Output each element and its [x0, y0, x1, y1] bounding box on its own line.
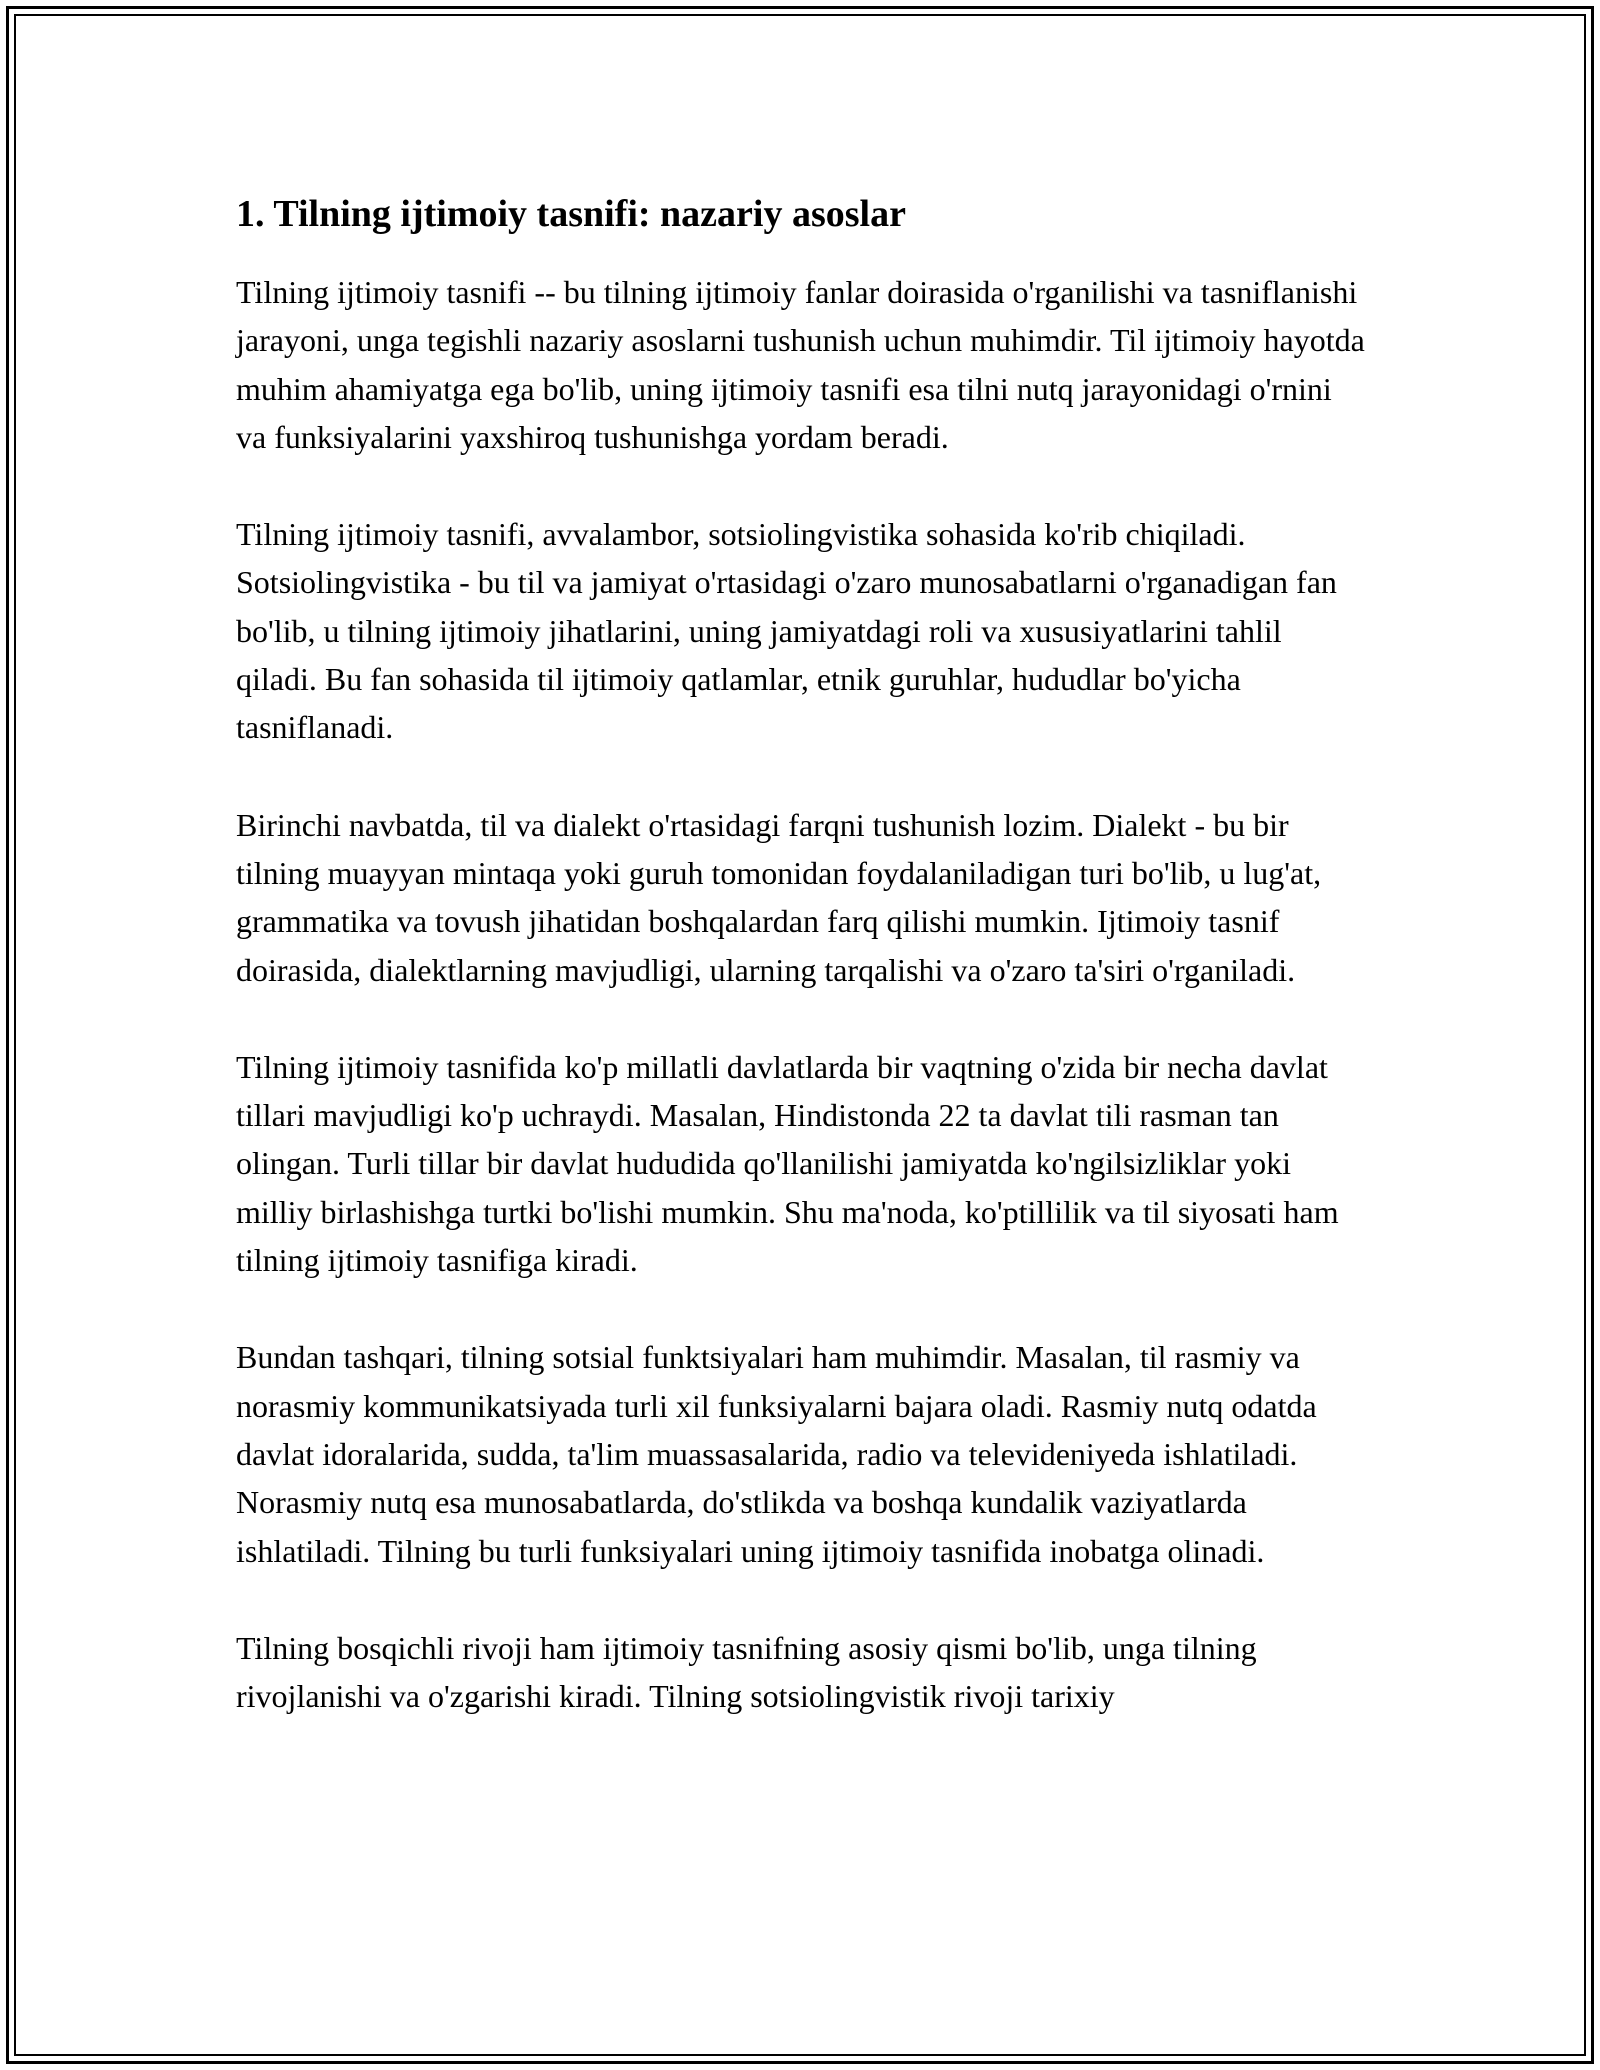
paragraph-4: Tilning ijtimoiy tasnifida ko'p millatli davlatlarda bir vaqtning o'zida bir necha davlat tillari mavjudligi ko'p uchraydi. Masalan, Hindistonda 22 ta davlat tili rasman tan olingan. Turli tillar bir davlat hududida qo'llanilishi jamiyatda ko'ngilsizliklar yoki milliy birlashishga turtki bo'lishi mumkin. Shu ma'noda, ko'ptillilik va til siyosati ham tilning ijtimoiy tasnifiga kiradi.	[236, 1048, 1339, 1279]
paragraph-2: Tilning ijtimoiy tasnifi, avvalambor, sotsiolingvistika sohasida ko'rib chiqiladi. Sotsiolingvistika - bu til va jamiyat o'rtasidagi o'zaro munosabatlarni o'rganadigan fan bo'lib, u tilning ijtimoiy jihatlarini, uning jamiyatdagi roli va xususiyatlarini tahlil qiladi. Bu fan sohasida til ijtimoiy qatlamlar, etnik guruhlar, hududlar bo'yicha tasniflanadi.	[236, 516, 1337, 746]
paragraph-5: Bundan tashqari, tilning sotsial funktsiyalari ham muhimdir. Masalan, til rasmiy va norasmiy kommunikatsiyada turli xil funksiyalarni bajara oladi. Rasmiy nutq odatda davlat idoralarida, sudda, ta'lim muassasalarida, radio va televideniyeda ishlatiladi. Norasmiy nutq esa munosabatlarda, do'stlikda va boshqa kundalik vaziyatlarda ishlatiladi. Tilning bu turli funksiyalari uning ijtimoiy tasnifida inobatga olinadi.	[236, 1339, 1317, 1569]
document-body	[236, 186, 1366, 1769]
section-heading: 1. Tilning ijtimoiy tasnifi: nazariy asoslar	[236, 193, 906, 235]
paragraph-6: Tilning bosqichli rivoji ham ijtimoiy tasnifning asosiy qismi bo'lib, unga tilning rivojlanishi va o'zgarishi kiradi. Tilning sotsiolingvistik rivoji tarixiy	[236, 1629, 1257, 1715]
paragraph-1: Tilning ijtimoiy tasnifi -- bu tilning ijtimoiy fanlar doirasida o'rganilishi va tasniflanishi jarayoni, unga tegishli nazariy asoslarni tushunish uchun muhimdir. Til ijtimoiy hayotda muhim ahamiyatga ega bo'lib, uning ijtimoiy tasnifi esa tilni nutq jarayonidagi o'rnini va funksiyalarini yaxshiroq tushunishga yordam beradi.	[236, 274, 1365, 455]
paragraph-3: Birinchi navbatda, til va dialekt o'rtasidagi farqni tushunish lozim. Dialekt - bu bir tilning muayyan mintaqa yoki guruh tomonidan foydalaniladigan turi bo'lib, u lug'at, grammatika va tovush jihatidan boshqalardan farq qilishi mumkin. Ijtimoiy tasnif doirasida, dialektlarning mavjudligi, ularning tarqalishi va o'zaro ta'siri o'rganiladi.	[236, 806, 1322, 988]
